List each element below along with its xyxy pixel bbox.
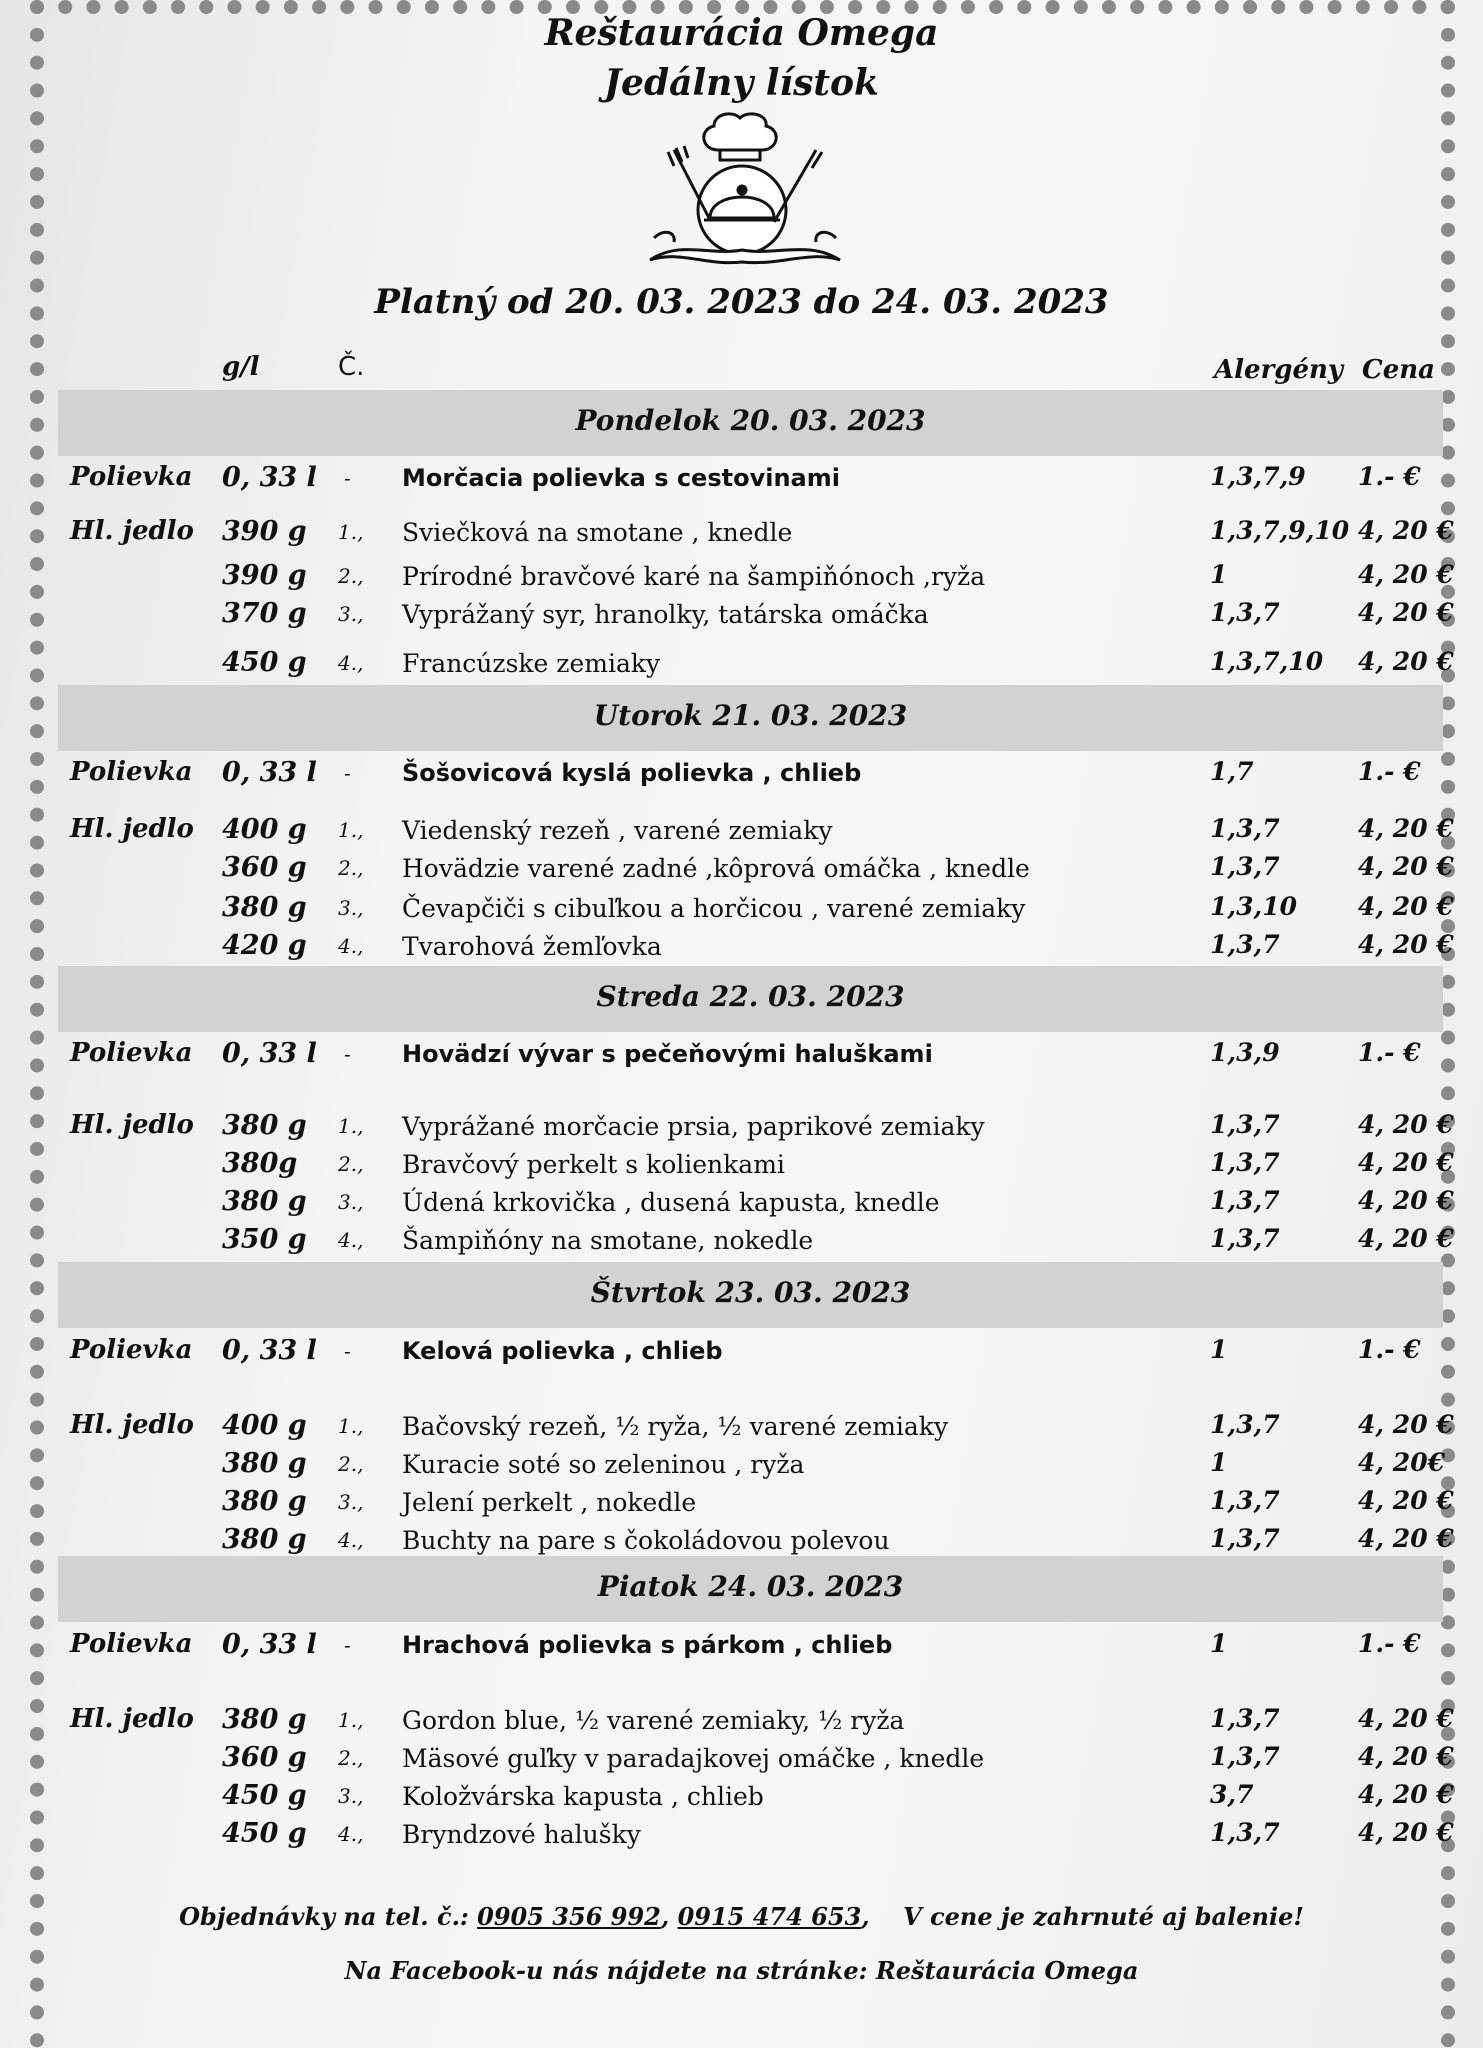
restaurant-name: Reštaurácia Omega [544, 12, 939, 54]
main-allergens: 3,7 [1210, 1780, 1254, 1809]
soup-number: - [344, 761, 351, 785]
soup-number: - [344, 1633, 351, 1657]
main-price: 4, 20€ [1358, 1448, 1445, 1477]
day-header-band [58, 966, 1443, 1032]
main-allergens: 1 [1210, 1448, 1228, 1477]
soup-allergens: 1,3,7,9 [1210, 462, 1306, 491]
main-number: 2., [338, 1452, 364, 1476]
day-label: Utorok 21. 03. 2023 [593, 699, 908, 732]
main-price: 4, 20 € [1358, 814, 1454, 843]
main-price: 4, 20 € [1358, 1148, 1454, 1177]
main-weight: 450 g [222, 1818, 307, 1849]
main-number: 4., [338, 1228, 364, 1252]
main-allergens: 1 [1210, 560, 1228, 589]
main-number: 4., [338, 1822, 364, 1846]
col-allergens-header: Alergény [1214, 355, 1344, 385]
main-price: 4, 20 € [1358, 1186, 1454, 1215]
soup-category: Polievka [70, 1335, 193, 1365]
soup-allergens: 1 [1210, 1335, 1228, 1364]
main-allergens: 1,3,7 [1210, 1110, 1280, 1139]
main-price: 4, 20 € [1358, 1524, 1454, 1553]
main-weight: 360 g [222, 852, 307, 883]
main-weight: 400 g [222, 814, 307, 845]
soup-price: 1.- € [1358, 462, 1421, 491]
main-price: 4, 20 € [1358, 516, 1454, 545]
main-dish-name: Viedenský rezeň , varené zemiaky [402, 816, 833, 845]
day-header-band [58, 1556, 1443, 1622]
soup-price: 1.- € [1358, 1335, 1421, 1364]
main-allergens: 1,3,7 [1210, 1704, 1280, 1733]
day-label: Piatok 24. 03. 2023 [597, 1570, 904, 1603]
soup-number: - [344, 1339, 351, 1363]
main-weight: 380 g [222, 1704, 307, 1735]
main-number: 3., [338, 1784, 364, 1808]
main-dish-name: Jelení perkelt , nokedle [402, 1488, 697, 1517]
main-number: 2., [338, 1746, 364, 1770]
soup-weight: 0, 33 l [222, 462, 317, 493]
main-number: 1., [338, 1708, 364, 1732]
soup-price: 1.- € [1358, 757, 1421, 786]
soup-number: - [344, 1042, 351, 1066]
day-label: Pondelok 20. 03. 2023 [575, 404, 926, 437]
soup-name: Kelová polievka , chlieb [402, 1337, 723, 1365]
chef-cloche-icon [640, 110, 850, 270]
main-price: 4, 20 € [1358, 647, 1454, 676]
main-number: 4., [338, 1528, 364, 1552]
main-number: 3., [338, 1190, 364, 1214]
main-allergens: 1,3,7,10 [1210, 647, 1324, 676]
main-number: 4., [338, 651, 364, 675]
soup-name: Šošovicová kyslá polievka , chlieb [402, 759, 862, 787]
main-price: 4, 20 € [1358, 930, 1454, 959]
menu-subtitle: Jedálny lístok [604, 62, 879, 104]
soup-price: 1.- € [1358, 1629, 1421, 1658]
soup-allergens: 1 [1210, 1629, 1228, 1658]
main-weight: 420 g [222, 930, 307, 961]
soup-weight: 0, 33 l [222, 757, 317, 788]
main-allergens: 1,3,7 [1210, 598, 1280, 627]
main-weight: 380 g [222, 1448, 307, 1479]
main-price: 4, 20 € [1358, 598, 1454, 627]
main-number: 3., [338, 602, 364, 626]
main-price: 4, 20 € [1358, 1704, 1454, 1733]
soup-number: - [344, 466, 351, 490]
packaging-note: V cene je zahrnuté aj balenie! [903, 1902, 1304, 1931]
day-header-band [58, 390, 1443, 456]
main-number: 3., [338, 896, 364, 920]
order-info: Objednávky na tel. č.: 0905 356 992, 0915 474 653, V cene je zahrnuté aj balenie! [179, 1902, 1304, 1931]
main-number: 2., [338, 1152, 364, 1176]
main-weight: 380 g [222, 892, 307, 923]
facebook-info: Na Facebook-u nás nájdete na stránke: Reštaurácia Omega [344, 1956, 1139, 1985]
main-dish-name: Údená krkovička , dusená kapusta, knedle [402, 1188, 940, 1217]
main-weight: 370 g [222, 598, 307, 629]
day-header-band [58, 1262, 1443, 1328]
soup-category: Polievka [70, 757, 193, 787]
main-price: 4, 20 € [1358, 1780, 1454, 1809]
main-dish-name: Vyprážané morčacie prsia, paprikové zemiaky [402, 1112, 985, 1141]
main-allergens: 1,3,7 [1210, 1410, 1280, 1439]
soup-weight: 0, 33 l [222, 1038, 317, 1069]
main-dish-name: Hovädzie varené zadné ,kôprová omáčka , knedle [402, 854, 1030, 883]
main-dish-name: Vyprážaný syr, hranolky, tatárska omáčka [402, 600, 929, 629]
main-price: 4, 20 € [1358, 1110, 1454, 1139]
main-dish-name: Buchty na pare s čokoládovou polevou [402, 1526, 890, 1555]
main-dish-name: Bryndzové halušky [402, 1820, 641, 1849]
main-course-category: Hl. jedlo [70, 1410, 194, 1440]
main-course-category: Hl. jedlo [70, 1704, 194, 1734]
main-number: 2., [338, 564, 364, 588]
main-allergens: 1,3,7 [1210, 1224, 1280, 1253]
main-weight: 350 g [222, 1224, 307, 1255]
soup-weight: 0, 33 l [222, 1629, 317, 1660]
main-weight: 380 g [222, 1486, 307, 1517]
main-price: 4, 20 € [1358, 852, 1454, 881]
orders-label: Objednávky na tel. č.: [179, 1902, 469, 1931]
main-weight: 380 g [222, 1110, 307, 1141]
main-weight: 450 g [222, 647, 307, 678]
main-allergens: 1,3,7 [1210, 930, 1280, 959]
main-course-category: Hl. jedlo [70, 516, 194, 546]
col-weight-header: g/l [222, 352, 260, 382]
main-price: 4, 20 € [1358, 1486, 1454, 1515]
soup-category: Polievka [70, 1629, 193, 1659]
main-allergens: 1,3,7 [1210, 1148, 1280, 1177]
main-number: 4., [338, 934, 364, 958]
main-weight: 390 g [222, 560, 307, 591]
main-price: 4, 20 € [1358, 892, 1454, 921]
validity-period: Platný od 20. 03. 2023 do 24. 03. 2023 [374, 282, 1109, 322]
main-dish-name: Bravčový perkelt s kolienkami [402, 1150, 785, 1179]
soup-name: Morčacia polievka s cestovinami [402, 464, 840, 492]
main-weight: 380 g [222, 1186, 307, 1217]
main-number: 2., [338, 856, 364, 880]
main-dish-name: Čevapčiči s cibuľkou a horčicou , varené zemiaky [402, 894, 1026, 923]
main-allergens: 1,3,7 [1210, 814, 1280, 843]
main-dish-name: Koložvárska kapusta , chlieb [402, 1782, 764, 1811]
day-header-band [58, 685, 1443, 751]
day-label: Štvrtok 23. 03. 2023 [590, 1276, 911, 1309]
main-price: 4, 20 € [1358, 1410, 1454, 1439]
main-dish-name: Kuracie soté so zeleninou , ryža [402, 1450, 805, 1479]
main-allergens: 1,3,7 [1210, 852, 1280, 881]
main-weight: 400 g [222, 1410, 307, 1441]
main-course-category: Hl. jedlo [70, 1110, 194, 1140]
main-price: 4, 20 € [1358, 1818, 1454, 1847]
main-dish-name: Šampiňóny na smotane, nokedle [402, 1226, 814, 1255]
main-weight: 380g [222, 1148, 298, 1179]
soup-allergens: 1,7 [1210, 757, 1254, 786]
main-dish-name: Tvarohová žemľovka [402, 932, 662, 961]
main-number: 1., [338, 818, 364, 842]
main-weight: 360 g [222, 1742, 307, 1773]
day-label: Streda 22. 03. 2023 [596, 980, 905, 1013]
soup-category: Polievka [70, 1038, 193, 1068]
main-number: 1., [338, 520, 364, 544]
main-weight: 390 g [222, 516, 307, 547]
main-allergens: 1,3,7 [1210, 1186, 1280, 1215]
main-allergens: 1,3,10 [1210, 892, 1297, 921]
col-number-header: Č. [338, 352, 365, 382]
phone-number-1[interactable]: 0905 356 992 [477, 1902, 661, 1931]
main-dish-name: Gordon blue, ½ varené zemiaky, ½ ryža [402, 1706, 905, 1735]
col-price-header: Cena [1362, 355, 1435, 385]
main-number: 1., [338, 1414, 364, 1438]
main-allergens: 1,3,7 [1210, 1818, 1280, 1847]
main-dish-name: Prírodné bravčové karé na šampiňónoch ,ryža [402, 562, 986, 591]
main-price: 4, 20 € [1358, 560, 1454, 589]
soup-allergens: 1,3,9 [1210, 1038, 1280, 1067]
main-allergens: 1,3,7 [1210, 1486, 1280, 1515]
main-course-category: Hl. jedlo [70, 814, 194, 844]
soup-price: 1.- € [1358, 1038, 1421, 1067]
main-weight: 450 g [222, 1780, 307, 1811]
main-dish-name: Mäsové guľky v paradajkovej omáčke , knedle [402, 1744, 985, 1773]
soup-name: Hrachová polievka s párkom , chlieb [402, 1631, 893, 1659]
main-dish-name: Bačovský rezeň, ½ ryža, ½ varené zemiaky [402, 1412, 949, 1441]
main-allergens: 1,3,7 [1210, 1742, 1280, 1771]
phone-number-2[interactable]: 0915 474 653 [677, 1902, 862, 1931]
main-number: 1., [338, 1114, 364, 1138]
soup-category: Polievka [70, 462, 193, 492]
main-dish-name: Francúzske zemiaky [402, 649, 661, 678]
main-weight: 380 g [222, 1524, 307, 1555]
main-number: 3., [338, 1490, 364, 1514]
soup-weight: 0, 33 l [222, 1335, 317, 1366]
main-allergens: 1,3,7 [1210, 1524, 1280, 1553]
main-price: 4, 20 € [1358, 1224, 1454, 1253]
main-dish-name: Sviečková na smotane , knedle [402, 518, 793, 547]
main-price: 4, 20 € [1358, 1742, 1454, 1771]
soup-name: Hovädzí vývar s pečeňovými haluškami [402, 1040, 933, 1068]
main-allergens: 1,3,7,9,10 [1210, 516, 1350, 545]
